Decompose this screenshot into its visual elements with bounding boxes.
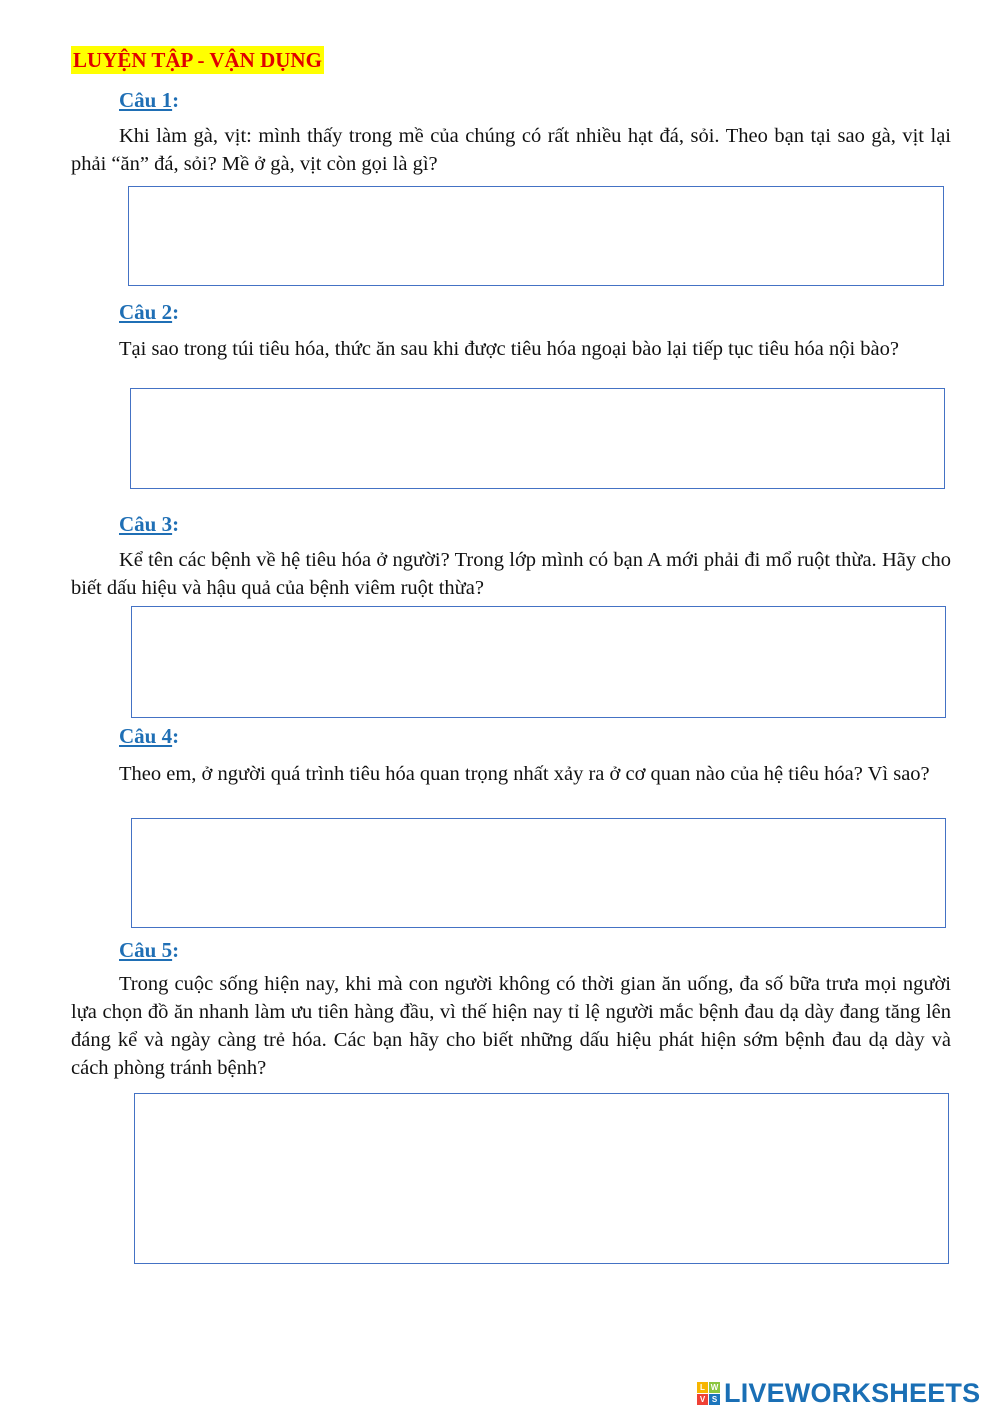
question-4-text: Theo em, ở người quá trình tiêu hóa quan trọng nhất xảy ra ở cơ quan nào của hệ tiêu hóa? Vì sao?: [119, 763, 930, 785]
logo-tile-s: S: [709, 1394, 720, 1405]
question-1-label: [119, 86, 179, 114]
question-2-text: Tại sao trong túi tiêu hóa, thức ăn sau khi được tiêu hóa ngoại bào lại tiếp tục tiêu hóa nội bào?: [119, 338, 899, 360]
question-2-number: Câu 2: [119, 300, 173, 324]
question-3-text: Kể tên các bệnh về hệ tiêu hóa ở người? Trong lớp mình có bạn A mới phải đi mổ ruột thừa. Hãy cho biết dấu hiệu và hậu quả của bệnh viêm ruột thừa?: [71, 549, 951, 599]
answer-box-4[interactable]: [131, 818, 946, 928]
question-1-text: Khi làm gà, vịt: mình thấy trong mề của chúng có rất nhiều hạt đá, sỏi. Theo bạn tại sao gà, vịt lại phải “ăn” đá, sỏi? Mề ở gà, vịt còn gọi là gì?: [71, 125, 951, 175]
worksheet-title: LUYỆN TẬP - VẬN DỤNG: [73, 48, 322, 72]
answer-box-1[interactable]: [128, 186, 944, 286]
question-2-label: [119, 298, 179, 326]
question-5-text: Trong cuộc sống hiện nay, khi mà con người không có thời gian ăn uống, đa số bữa trưa mọi người lựa chọn đồ ăn nhanh làm ưu tiên hàng đầu, vì thế hiện nay tỉ lệ người mắc bệnh đau dạ dày đang tăng lên đáng kể và ngày càng trẻ hóa. Các bạn hãy cho biết những dấu hiệu phát hiện sớm bệnh đau dạ dày và cách phòng tránh bệnh?: [71, 973, 951, 1079]
question-5-label: [119, 936, 179, 964]
liveworksheets-logo: [697, 1378, 980, 1409]
question-4-number: Câu 4: [119, 724, 173, 748]
question-4-colon: :: [172, 724, 180, 748]
question-1-colon: :: [172, 88, 180, 112]
question-3-label: [119, 510, 179, 538]
question-1-number: Câu 1: [119, 88, 173, 112]
logo-tile-w: W: [710, 1383, 719, 1392]
question-5-number: Câu 5: [119, 938, 173, 962]
answer-box-3[interactable]: [131, 606, 946, 718]
liveworksheets-brand-text: LIVEWORKSHEETS: [724, 1378, 981, 1408]
logo-tile-v: V: [697, 1394, 708, 1405]
question-5-colon: :: [172, 938, 180, 962]
logo-tile-l: L: [697, 1382, 708, 1393]
question-2-colon: :: [172, 300, 180, 324]
answer-box-5[interactable]: [134, 1093, 949, 1264]
question-4-label: [119, 722, 179, 750]
liveworksheets-icon: [697, 1382, 720, 1405]
question-3-colon: :: [172, 512, 180, 536]
answer-box-2[interactable]: [130, 388, 945, 489]
question-3-number: Câu 3: [119, 512, 173, 536]
